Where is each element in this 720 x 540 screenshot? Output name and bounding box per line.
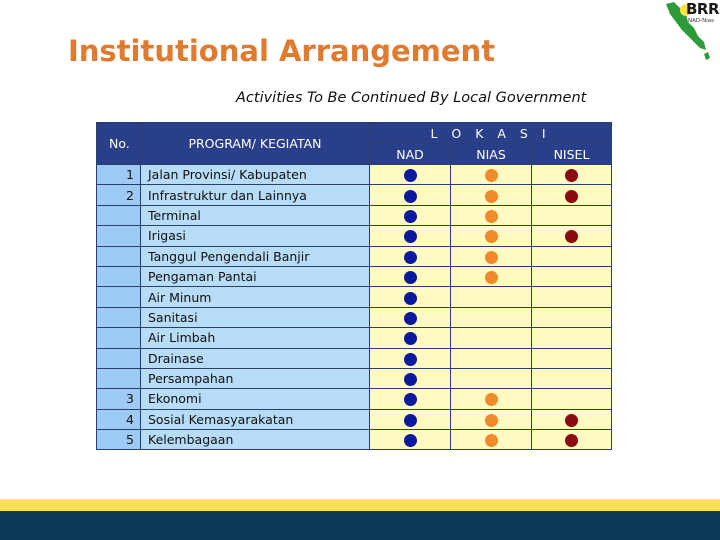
location-cell-nad [370, 368, 451, 388]
location-cell-nias [451, 287, 532, 307]
activities-table [96, 122, 612, 450]
location-cell-nias [451, 205, 532, 225]
row-number: 4 [97, 409, 141, 429]
location-cell-nisel [532, 389, 612, 409]
program-name: Kelembagaan [141, 430, 370, 450]
nad-marker-icon [404, 312, 417, 325]
row-number: 1 [97, 165, 141, 185]
location-cell-nad [370, 348, 451, 368]
location-cell-nias [451, 266, 532, 286]
logo-subtext: NAD-Nias [688, 18, 714, 24]
location-cell-nias [451, 348, 532, 368]
nad-marker-icon [404, 332, 417, 345]
nias-marker-icon [485, 169, 498, 182]
header-lokasi: L O K A S I [370, 123, 612, 144]
nias-marker-icon [485, 271, 498, 284]
location-cell-nisel [532, 165, 612, 185]
nad-marker-icon [404, 353, 417, 366]
location-cell-nisel [532, 266, 612, 286]
location-cell-nad [370, 287, 451, 307]
nisel-marker-icon [565, 434, 578, 447]
row-number [97, 246, 141, 266]
location-cell-nias [451, 307, 532, 327]
table-row [97, 246, 612, 266]
row-number [97, 348, 141, 368]
location-cell-nad [370, 409, 451, 429]
nad-marker-icon [404, 190, 417, 203]
location-cell-nias [451, 328, 532, 348]
table-row [97, 205, 612, 225]
location-cell-nisel [532, 205, 612, 225]
program-name: Tanggul Pengendali Banjir [141, 246, 370, 266]
location-cell-nias [451, 165, 532, 185]
program-name: Sanitasi [141, 307, 370, 327]
nad-marker-icon [404, 373, 417, 386]
location-cell-nisel [532, 226, 612, 246]
nisel-marker-icon [565, 230, 578, 243]
header-nias: NIAS [451, 144, 532, 165]
program-name: Terminal [141, 205, 370, 225]
row-number [97, 226, 141, 246]
table-row [97, 226, 612, 246]
location-cell-nad [370, 266, 451, 286]
nad-marker-icon [404, 292, 417, 305]
location-cell-nias [451, 226, 532, 246]
table-row [97, 409, 612, 429]
program-name: Jalan Provinsi/ Kabupaten [141, 165, 370, 185]
header-nad: NAD [370, 144, 451, 165]
nias-marker-icon [485, 190, 498, 203]
location-cell-nad [370, 389, 451, 409]
table-row [97, 266, 612, 286]
table-row [97, 185, 612, 205]
program-name: Air Limbah [141, 328, 370, 348]
location-cell-nad [370, 226, 451, 246]
table-row [97, 307, 612, 327]
program-name: Irigasi [141, 226, 370, 246]
row-number [97, 205, 141, 225]
table-row [97, 389, 612, 409]
location-cell-nisel [532, 287, 612, 307]
nad-marker-icon [404, 210, 417, 223]
location-cell-nisel [532, 348, 612, 368]
row-number [97, 328, 141, 348]
nad-marker-icon [404, 251, 417, 264]
nias-marker-icon [485, 414, 498, 427]
program-name: Persampahan [141, 368, 370, 388]
program-name: Ekonomi [141, 389, 370, 409]
location-cell-nad [370, 307, 451, 327]
program-name: Drainase [141, 348, 370, 368]
location-cell-nias [451, 246, 532, 266]
row-number [97, 307, 141, 327]
nisel-marker-icon [565, 169, 578, 182]
nad-marker-icon [404, 414, 417, 427]
footer-yellow-band [0, 499, 720, 511]
table-row [97, 328, 612, 348]
table-row [97, 430, 612, 450]
program-name: Sosial Kemasyarakatan [141, 409, 370, 429]
location-cell-nias [451, 430, 532, 450]
nias-marker-icon [485, 393, 498, 406]
program-name: Pengaman Pantai [141, 266, 370, 286]
nisel-marker-icon [565, 190, 578, 203]
nad-marker-icon [404, 393, 417, 406]
location-cell-nad [370, 205, 451, 225]
row-number [97, 368, 141, 388]
table-body [97, 165, 612, 450]
table-row [97, 368, 612, 388]
header-nisel: NISEL [532, 144, 612, 165]
location-cell-nias [451, 368, 532, 388]
nias-marker-icon [485, 210, 498, 223]
nad-marker-icon [404, 169, 417, 182]
nad-marker-icon [404, 434, 417, 447]
page-title: Institutional Arrangement [68, 34, 496, 68]
location-cell-nad [370, 328, 451, 348]
footer-navy-band [0, 511, 720, 540]
header-no: No. [97, 123, 141, 165]
location-cell-nisel [532, 328, 612, 348]
program-name: Air Minum [141, 287, 370, 307]
header-program: PROGRAM/ KEGIATAN [141, 123, 370, 165]
row-number [97, 287, 141, 307]
nad-marker-icon [404, 230, 417, 243]
row-number: 3 [97, 389, 141, 409]
location-cell-nad [370, 430, 451, 450]
location-cell-nad [370, 165, 451, 185]
location-cell-nias [451, 185, 532, 205]
location-cell-nisel [532, 307, 612, 327]
row-number [97, 266, 141, 286]
table-row [97, 348, 612, 368]
location-cell-nisel [532, 368, 612, 388]
nias-marker-icon [485, 434, 498, 447]
page-subtitle: Activities To Be Continued By Local Government [236, 90, 587, 106]
location-cell-nad [370, 185, 451, 205]
location-cell-nad [370, 246, 451, 266]
nisel-marker-icon [565, 414, 578, 427]
location-cell-nias [451, 409, 532, 429]
program-name: Infrastruktur dan Lainnya [141, 185, 370, 205]
row-number: 5 [97, 430, 141, 450]
table-row [97, 287, 612, 307]
row-number: 2 [97, 185, 141, 205]
table-row [97, 165, 612, 185]
nias-marker-icon [485, 251, 498, 264]
nad-marker-icon [404, 271, 417, 284]
location-cell-nisel [532, 246, 612, 266]
nias-marker-icon [485, 230, 498, 243]
location-cell-nisel [532, 185, 612, 205]
location-cell-nisel [532, 409, 612, 429]
location-cell-nias [451, 389, 532, 409]
location-cell-nisel [532, 430, 612, 450]
logo-text: BRR [686, 0, 720, 18]
